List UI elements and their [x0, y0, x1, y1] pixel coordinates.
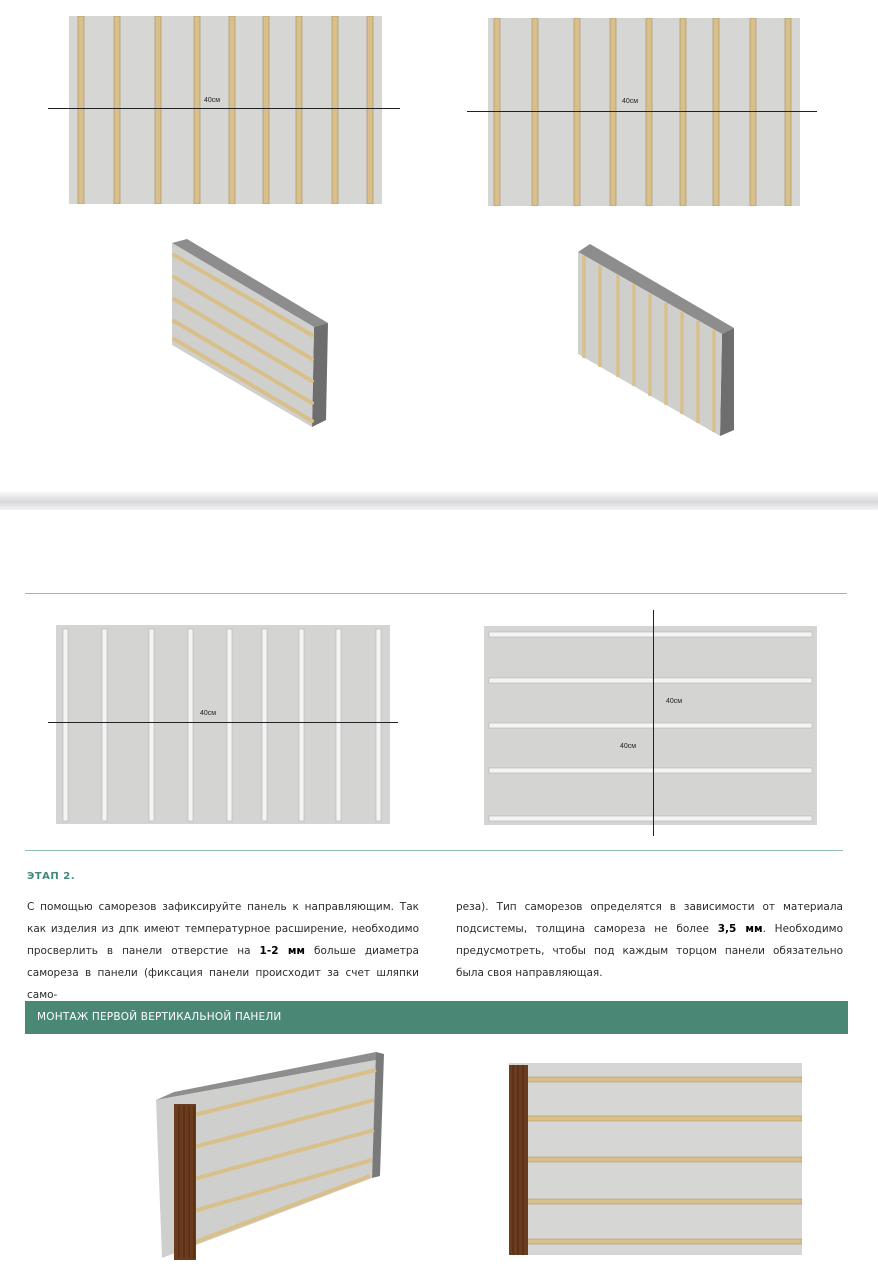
stage-text-col1: [27, 896, 419, 1006]
measure-line-vertical: [653, 610, 654, 836]
diagram-3d-first-vertical-panel: [150, 1048, 390, 1263]
batten-lines: [69, 16, 382, 204]
diagram-3d-wall-horizontal-battens: [160, 235, 340, 435]
banner-title: МОНТАЖ ПЕРВОЙ ВЕРТИКАЛЬНОЙ ПАНЕЛИ: [37, 1011, 282, 1023]
page-divider: [0, 490, 878, 510]
measure-label: 40см: [620, 743, 637, 750]
text-part: реза). Тип саморезов определятся в зависимости от материала подсистемы, толщина самореза не более: [456, 901, 843, 935]
measure-line: [48, 722, 398, 723]
profile-lines: [56, 625, 390, 824]
diagram-wall-vertical-profiles: [56, 625, 390, 824]
measure-label: 40см: [200, 710, 217, 717]
measure-label: 40см: [666, 698, 683, 705]
diagram-wall-horizontal-profiles: [484, 626, 817, 825]
batten-lines: [488, 18, 800, 206]
text-bold: 1-2 мм: [259, 945, 305, 957]
text-bold: 3,5 мм: [717, 923, 763, 935]
profile-lines: [484, 626, 817, 825]
diagram-wall-first-vertical-panel: [509, 1063, 802, 1255]
text-part: С помощью саморезов зафиксируйте панель к направляющим. Так как изделия из дпк имеют температурное расширение, необходимо просверлить в панели отверстие на: [27, 901, 419, 957]
text-part: . Необходимо предусмотреть, чтобы под каждым торцом панели обязательно была своя направляющая.: [456, 923, 843, 979]
stage-title: ЭТАП 2.: [27, 871, 76, 882]
stage-text-col2: [456, 896, 843, 984]
diagram-wall-vertical-battens-2: [488, 18, 800, 206]
section-banner: [25, 1001, 848, 1034]
text-part: больше диаметра самореза в панели (фиксация панели происходит за счет шляпки само-: [27, 945, 419, 1001]
measure-label: 40см: [204, 97, 221, 104]
batten-lines: [509, 1063, 802, 1255]
top-rule: [25, 593, 847, 594]
bottom-rule: [25, 850, 843, 851]
diagram-wall-vertical-battens-1: [69, 16, 382, 204]
measure-label: 40см: [622, 98, 639, 105]
measure-line: [48, 108, 400, 109]
diagram-3d-wall-vertical-battens: [570, 240, 750, 440]
measure-line: [467, 111, 817, 112]
